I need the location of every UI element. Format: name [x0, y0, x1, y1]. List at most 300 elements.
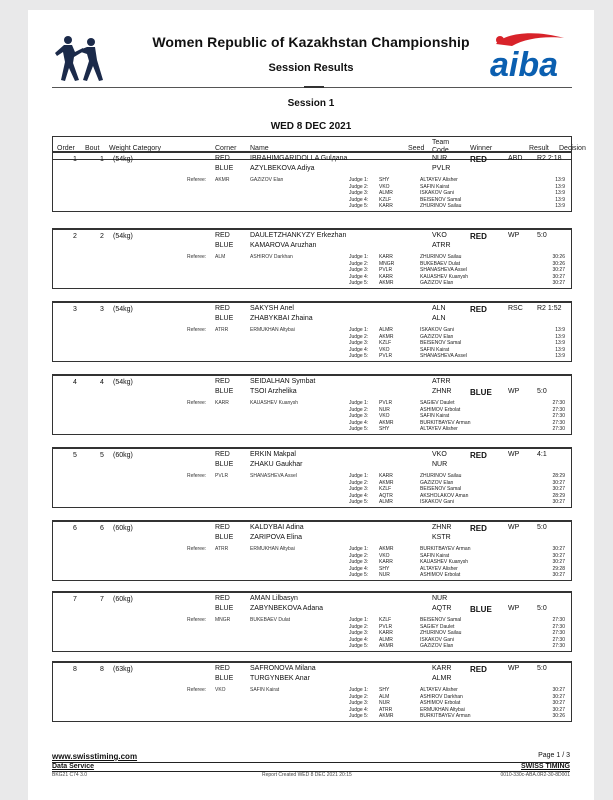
weight-category: (60kg)	[113, 452, 133, 459]
judge-row	[53, 546, 571, 552]
judge-row	[53, 493, 571, 499]
judge-name: ISKAKOV Gani	[420, 499, 454, 505]
bout-order: 6	[73, 525, 77, 532]
referee-name: GAZIZOV Elan	[250, 177, 284, 183]
red-boxer-name: SAKYSH Anel	[250, 305, 294, 312]
bout-number: 6	[100, 525, 104, 532]
judge-score: 30:27	[552, 486, 565, 492]
judge-label: Judge 4:	[349, 706, 369, 713]
blue-team-code: ALMR	[432, 675, 452, 682]
judge-row	[53, 713, 571, 719]
bout-row	[52, 301, 572, 362]
judge-code: KARR	[379, 559, 393, 565]
judge-label: Judge 1:	[349, 687, 369, 693]
data-service-label: Data Service	[52, 763, 95, 770]
judge-label: Judge 1:	[349, 473, 369, 479]
judge-row	[53, 274, 571, 280]
red-team-code: NUR	[432, 155, 448, 162]
judge-score: 30:27	[552, 280, 565, 286]
referee-name: ERMUKHAN Altybai	[250, 327, 295, 333]
winner: RED	[470, 232, 487, 241]
judge-code: ALMR	[379, 499, 393, 505]
judge-row	[53, 687, 571, 693]
judge-row	[53, 184, 571, 190]
judge-row	[53, 407, 571, 413]
bout-order: 3	[73, 306, 77, 313]
judge-code: KZLF	[379, 617, 392, 623]
bout-order: 8	[73, 666, 77, 673]
judge-row	[53, 261, 571, 267]
referee-label: Referee:	[187, 254, 207, 260]
aiba-logo	[476, 30, 568, 80]
judge-score: 30:27	[552, 273, 565, 280]
judge-name: GAZIZOV Elan	[420, 643, 454, 649]
judge-label: Judge 4:	[349, 565, 369, 572]
winner: RED	[470, 451, 487, 460]
referee-code: KARR	[215, 400, 229, 406]
weight-category: (63kg)	[113, 666, 133, 673]
red-boxer-name: AMAN Lilbasyn	[250, 595, 298, 602]
judge-score: 30:27	[552, 546, 565, 552]
red-boxer-name: SEIDALHAN Symbat	[250, 378, 316, 385]
referee-name: SHANASHEVA Assel	[250, 473, 297, 479]
judge-row	[53, 694, 571, 700]
judge-label: Judge 2:	[349, 333, 369, 340]
red-boxer-name: SAFRONOVA Milana	[250, 665, 316, 672]
referee-label: Referee:	[187, 546, 207, 552]
judge-code: KARR	[379, 273, 393, 280]
bout-number: 2	[100, 233, 104, 240]
col-winner: Winner	[470, 145, 493, 152]
judge-name: SAGIEV Daulet	[420, 400, 455, 406]
red-team-code: ZHNR	[432, 524, 452, 531]
bout-number: 7	[100, 596, 104, 603]
judge-score: 27:30	[552, 617, 565, 623]
judge-label: Judge 3:	[349, 413, 369, 419]
judge-score: 28:29	[552, 473, 565, 479]
referee-label: Referee:	[187, 617, 207, 623]
result: WP	[508, 605, 520, 612]
judge-score: 30:26	[552, 254, 565, 260]
judge-row	[53, 280, 571, 286]
judge-label: Judge 3:	[349, 486, 369, 492]
red-corner-label: RED	[215, 232, 230, 239]
judge-code: ALMR	[379, 327, 393, 333]
red-corner-label: RED	[215, 378, 230, 385]
judge-row	[53, 413, 571, 419]
blue-corner-label: BLUE	[215, 675, 234, 682]
decision: R2 2:18	[537, 155, 562, 162]
document-id: 0010-330c-ABA.0R2-30-8D001	[500, 772, 570, 778]
judge-label: Judge 2:	[349, 623, 369, 630]
judge-label: Judge 4:	[349, 273, 369, 280]
judge-name: ASHIMOV Erbolat	[420, 406, 461, 413]
referee-name: SAFIN Kairat	[250, 687, 280, 693]
decision: 4:1	[537, 451, 547, 458]
page-number: Page 1 / 3	[538, 752, 570, 759]
blue-boxer-name: ZARIPOVA Elina	[250, 534, 303, 541]
svg-text:aiba: aiba	[490, 46, 559, 80]
bout-order: 1	[73, 156, 77, 163]
judge-name: ZHURINOV Sailau	[420, 473, 462, 479]
judge-name: SHANASHEVA Assel	[420, 267, 467, 273]
col-bout: Bout	[85, 145, 100, 152]
judge-name: SAGIEY Daulet	[420, 623, 455, 630]
referee-name: KAUASHEV Kuanysh	[250, 400, 299, 406]
judge-label: Judge 1:	[349, 546, 369, 552]
judge-label: Judge 5:	[349, 426, 369, 432]
col-corner: Corner	[215, 145, 237, 152]
judge-row	[53, 637, 571, 643]
judge-name: KAUASHEV Kuanysh	[420, 273, 469, 280]
result: WP	[508, 388, 520, 395]
judge-label: Judge 5:	[349, 280, 369, 286]
judge-label: Judge 5:	[349, 643, 369, 649]
referee-code: ATRR	[215, 546, 229, 552]
judge-score: 30:26	[552, 260, 565, 267]
judge-score: 13:9	[555, 327, 565, 333]
blue-boxer-name: AZYLBEKOVA Adiya	[250, 165, 315, 172]
blue-team-code: ZHNR	[432, 388, 452, 395]
red-corner-label: RED	[215, 665, 230, 672]
blue-boxer-name: ZHABYKBAI Zhaina	[250, 315, 313, 322]
red-team-code: KARR	[432, 665, 452, 672]
judge-score: 27:30	[552, 630, 565, 636]
judge-label: Judge 3:	[349, 267, 369, 273]
judge-label: Judge 2:	[349, 260, 369, 267]
judge-label: Judge 2:	[349, 479, 369, 486]
winner: BLUE	[470, 388, 492, 397]
referee-code: VKO	[215, 687, 226, 693]
decision: 5:0	[537, 232, 547, 239]
col-name: Name	[250, 145, 269, 152]
weight-category: (60kg)	[113, 596, 133, 603]
result: WP	[508, 524, 520, 531]
session-date: WED 8 DEC 2021	[270, 121, 352, 132]
judge-label: Judge 3:	[349, 190, 369, 196]
decision: 5:0	[537, 665, 547, 672]
judge-score: 27:30	[552, 623, 565, 630]
judge-score: 27:30	[552, 406, 565, 413]
judge-score: 27:30	[552, 413, 565, 419]
judge-name: ISKAKOV Gani	[420, 327, 454, 333]
judge-score: 13:9	[555, 183, 565, 190]
judge-score: 27:30	[552, 426, 565, 432]
judge-row	[53, 334, 571, 340]
judge-score: 30:27	[552, 267, 565, 273]
judge-score: 27:30	[552, 400, 565, 406]
judge-code: ALMR	[379, 190, 393, 196]
weight-category: (54kg)	[113, 156, 133, 163]
judge-name: BEISENOV Samal	[420, 486, 462, 492]
judge-score: 13:9	[555, 190, 565, 196]
judge-label: Judge 1:	[349, 400, 369, 406]
blue-team-code: ATRR	[432, 242, 451, 249]
judge-row	[53, 203, 571, 209]
result: WP	[508, 451, 520, 458]
bout-row	[52, 447, 572, 508]
blue-corner-label: BLUE	[215, 242, 234, 249]
judge-label: Judge 3:	[349, 340, 369, 346]
judge-label: Judge 2:	[349, 183, 369, 190]
referee-label: Referee:	[187, 327, 207, 333]
judge-label: Judge 5:	[349, 203, 369, 209]
col-team-label: Team	[432, 139, 450, 146]
judge-row	[53, 340, 571, 346]
judge-row	[53, 197, 571, 203]
report-footer	[52, 752, 570, 792]
bout-row	[52, 520, 572, 581]
judge-score: 29:28	[552, 565, 565, 572]
judge-score: 27:30	[552, 636, 565, 643]
judge-code: KARR	[379, 203, 393, 209]
blue-corner-label: BLUE	[215, 388, 234, 395]
judge-code: KARR	[379, 630, 393, 636]
judge-code: ALMR	[379, 636, 393, 643]
judge-row	[53, 630, 571, 636]
blue-team-code: NUR	[432, 461, 448, 468]
judge-name: GAZIZOV Elan	[420, 333, 454, 340]
judge-score: 30:26	[552, 713, 565, 719]
page-title: Women Republic of Kazakhstan Championship	[152, 34, 470, 50]
judge-code: MNGR	[379, 260, 395, 267]
judge-code: NUR	[379, 700, 390, 706]
bout-row	[52, 374, 572, 435]
judge-code: PVLR	[379, 267, 393, 273]
judge-row	[53, 353, 571, 359]
judge-row	[53, 486, 571, 492]
judge-name: ISKAKOV Gani	[420, 636, 454, 643]
judge-code: VKO	[379, 413, 390, 419]
judge-row	[53, 553, 571, 559]
judge-code: AKMR	[379, 546, 394, 552]
bout-order: 2	[73, 233, 77, 240]
judge-score: 13:9	[555, 177, 565, 183]
judge-label: Judge 4:	[349, 346, 369, 353]
judge-score: 30:27	[552, 559, 565, 565]
judge-code: KZLF	[379, 340, 392, 346]
winner: BLUE	[470, 605, 492, 614]
judge-label: Judge 2:	[349, 552, 369, 559]
judge-name: ZHURINOV Sailau	[420, 254, 462, 260]
judge-name: SAFIN Kairat	[420, 552, 450, 559]
judge-score: 30:27	[552, 552, 565, 559]
judge-label: Judge 4:	[349, 419, 369, 426]
judge-row	[53, 190, 571, 196]
red-corner-label: RED	[215, 451, 230, 458]
col-weight: Weight Category	[109, 145, 162, 152]
judge-name: ASHIMOV Erbolat	[420, 572, 461, 578]
bout-number: 3	[100, 306, 104, 313]
judge-row	[53, 267, 571, 273]
judge-code: ATRR	[379, 706, 393, 713]
report-code: BKG21 C74 3.0	[52, 772, 88, 778]
judge-row	[53, 707, 571, 713]
judge-code: AKMR	[379, 479, 394, 486]
referee-label: Referee:	[187, 400, 207, 406]
bout-number: 8	[100, 666, 104, 673]
judge-code: NUR	[379, 406, 390, 413]
judge-label: Judge 5:	[349, 572, 369, 578]
result: WP	[508, 232, 520, 239]
judge-score: 13:9	[555, 196, 565, 203]
judge-score: 30:27	[552, 700, 565, 706]
judge-row	[53, 327, 571, 333]
judge-name: BEISENOV Samal	[420, 340, 462, 346]
red-team-code: VKO	[432, 232, 447, 239]
judge-label: Judge 1:	[349, 254, 369, 260]
referee-label: Referee:	[187, 687, 207, 693]
blue-team-code: AQTR	[432, 605, 452, 612]
judge-label: Judge 3:	[349, 630, 369, 636]
decision: 5:0	[537, 605, 547, 612]
judge-row	[53, 566, 571, 572]
judge-name: ALTAYEV Alisher	[420, 565, 458, 572]
judge-score: 13:9	[555, 353, 565, 359]
judge-label: Judge 2:	[349, 406, 369, 413]
red-boxer-name: IBRAHIMGARIDOLLA Gulдana	[250, 155, 348, 162]
bout-order: 7	[73, 596, 77, 603]
judge-label: Judge 2:	[349, 693, 369, 700]
decision: 5:0	[537, 524, 547, 531]
judge-name: BUKEBAEV Dulat	[420, 260, 461, 267]
judge-name: BURKITBAYEV Arman	[420, 713, 471, 719]
judge-code: SHY	[379, 177, 390, 183]
judge-code: NUR	[379, 572, 390, 578]
judge-name: ASHIMOV Erbolat	[420, 700, 461, 706]
bout-number: 4	[100, 379, 104, 386]
judge-label: Judge 3:	[349, 700, 369, 706]
blue-team-code: PVLR	[432, 165, 451, 172]
judge-code: KZLF	[379, 196, 392, 203]
judge-name: BEISENOV Samal	[420, 196, 462, 203]
blue-corner-label: BLUE	[215, 315, 234, 322]
judge-label: Judge 1:	[349, 177, 369, 183]
judge-score: 27:30	[552, 643, 565, 649]
judge-name: GAZIZOV Elan	[420, 280, 454, 286]
judge-name: ZHURINOV Sailau	[420, 630, 462, 636]
referee-code: PVLR	[215, 473, 229, 479]
judge-code: VKO	[379, 552, 390, 559]
bout-row	[52, 151, 572, 212]
results-page	[28, 10, 594, 800]
red-corner-label: RED	[215, 524, 230, 531]
referee-code: ALM	[215, 254, 226, 260]
col-order: Order	[57, 145, 75, 152]
col-code-label: Code	[432, 147, 449, 154]
bout-order: 4	[73, 379, 77, 386]
judge-name: BURKITBAYEV Arman	[420, 546, 471, 552]
judge-name: BURKITBAYEV Arman	[420, 419, 471, 426]
judge-name: GAZIZOV Elan	[420, 479, 454, 486]
judge-score: 28:29	[552, 492, 565, 499]
judge-label: Judge 5:	[349, 353, 369, 359]
judge-name: SAFIN Kairat	[420, 413, 450, 419]
judge-score: 13:9	[555, 203, 565, 209]
blue-boxer-name: ZHAKU Gaukhar	[250, 461, 303, 468]
judge-name: KAUASHEV Kuanysh	[420, 559, 469, 565]
referee-label: Referee:	[187, 473, 207, 479]
judge-name: ERMUKHAN Altybai	[420, 706, 465, 713]
judge-label: Judge 3:	[349, 559, 369, 565]
result: RSC	[508, 305, 523, 312]
judge-score: 13:9	[555, 340, 565, 346]
red-boxer-name: KALDYBAI Adina	[250, 524, 304, 531]
judge-row	[53, 426, 571, 432]
judge-row	[53, 400, 571, 406]
judge-code: PVLR	[379, 400, 393, 406]
report-header	[28, 10, 594, 132]
footer-url-link[interactable]: www.swisstiming.com	[52, 752, 138, 761]
judge-row	[53, 254, 571, 260]
judge-score: 30:27	[552, 499, 565, 505]
judge-label: Judge 4:	[349, 196, 369, 203]
bout-order: 5	[73, 452, 77, 459]
blue-boxer-name: TSOI Arzhelika	[250, 388, 297, 395]
winner: RED	[470, 665, 487, 674]
judge-code: ALM	[379, 693, 390, 700]
result: ABD	[508, 155, 523, 162]
referee-label: Referee:	[187, 177, 207, 183]
judge-row	[53, 347, 571, 353]
referee-name: ERMUKHAN Altybai	[250, 546, 295, 552]
winner: RED	[470, 305, 487, 314]
blue-team-code: ALN	[432, 315, 446, 322]
judge-code: AQTR	[379, 492, 393, 499]
judge-code: SHY	[379, 565, 390, 572]
judge-code: AKMR	[379, 333, 394, 340]
bout-number: 5	[100, 452, 104, 459]
result: WP	[508, 665, 520, 672]
judge-code: AKMR	[379, 643, 394, 649]
judge-name: BEISENOV Samal	[420, 617, 462, 623]
referee-name: ASHIROV Darkhan	[250, 254, 293, 260]
bout-row	[52, 591, 572, 652]
judge-row	[53, 624, 571, 630]
judge-name: ZHURINOV Sailau	[420, 203, 462, 209]
judge-score: 30:27	[552, 693, 565, 700]
red-team-code: VKO	[432, 451, 447, 458]
weight-category: (54kg)	[113, 306, 133, 313]
judge-code: KZLF	[379, 486, 392, 492]
judge-score: 13:9	[555, 346, 565, 353]
judge-code: KARR	[379, 254, 393, 260]
judge-row	[53, 559, 571, 565]
judge-code: VKO	[379, 346, 390, 353]
judge-code: AKMR	[379, 713, 394, 719]
footer-divider	[52, 762, 570, 763]
judge-label: Judge 4:	[349, 636, 369, 643]
bout-row	[52, 661, 572, 722]
judge-name: AKSHOLAKOV Aman	[420, 492, 469, 499]
judge-row	[53, 473, 571, 479]
red-boxer-name: DAULETZHANKYZY Erkezhan	[250, 232, 347, 239]
col-seed: Seed	[408, 145, 425, 152]
weight-category: (60kg)	[113, 525, 133, 532]
blue-corner-label: BLUE	[215, 605, 234, 612]
blue-boxer-name: TURGYNBEK Anar	[250, 675, 310, 682]
weight-category: (54kg)	[113, 233, 133, 240]
referee-code: ATRR	[215, 327, 229, 333]
judge-label: Judge 1:	[349, 617, 369, 623]
bout-number: 1	[100, 156, 104, 163]
winner: RED	[470, 155, 487, 164]
judge-code: SHY	[379, 426, 390, 432]
judge-name: SAFIN Kairat	[420, 183, 450, 190]
decision: R2 1:52	[537, 305, 562, 312]
decision: 5:0	[537, 388, 547, 395]
weight-category: (54kg)	[113, 379, 133, 386]
